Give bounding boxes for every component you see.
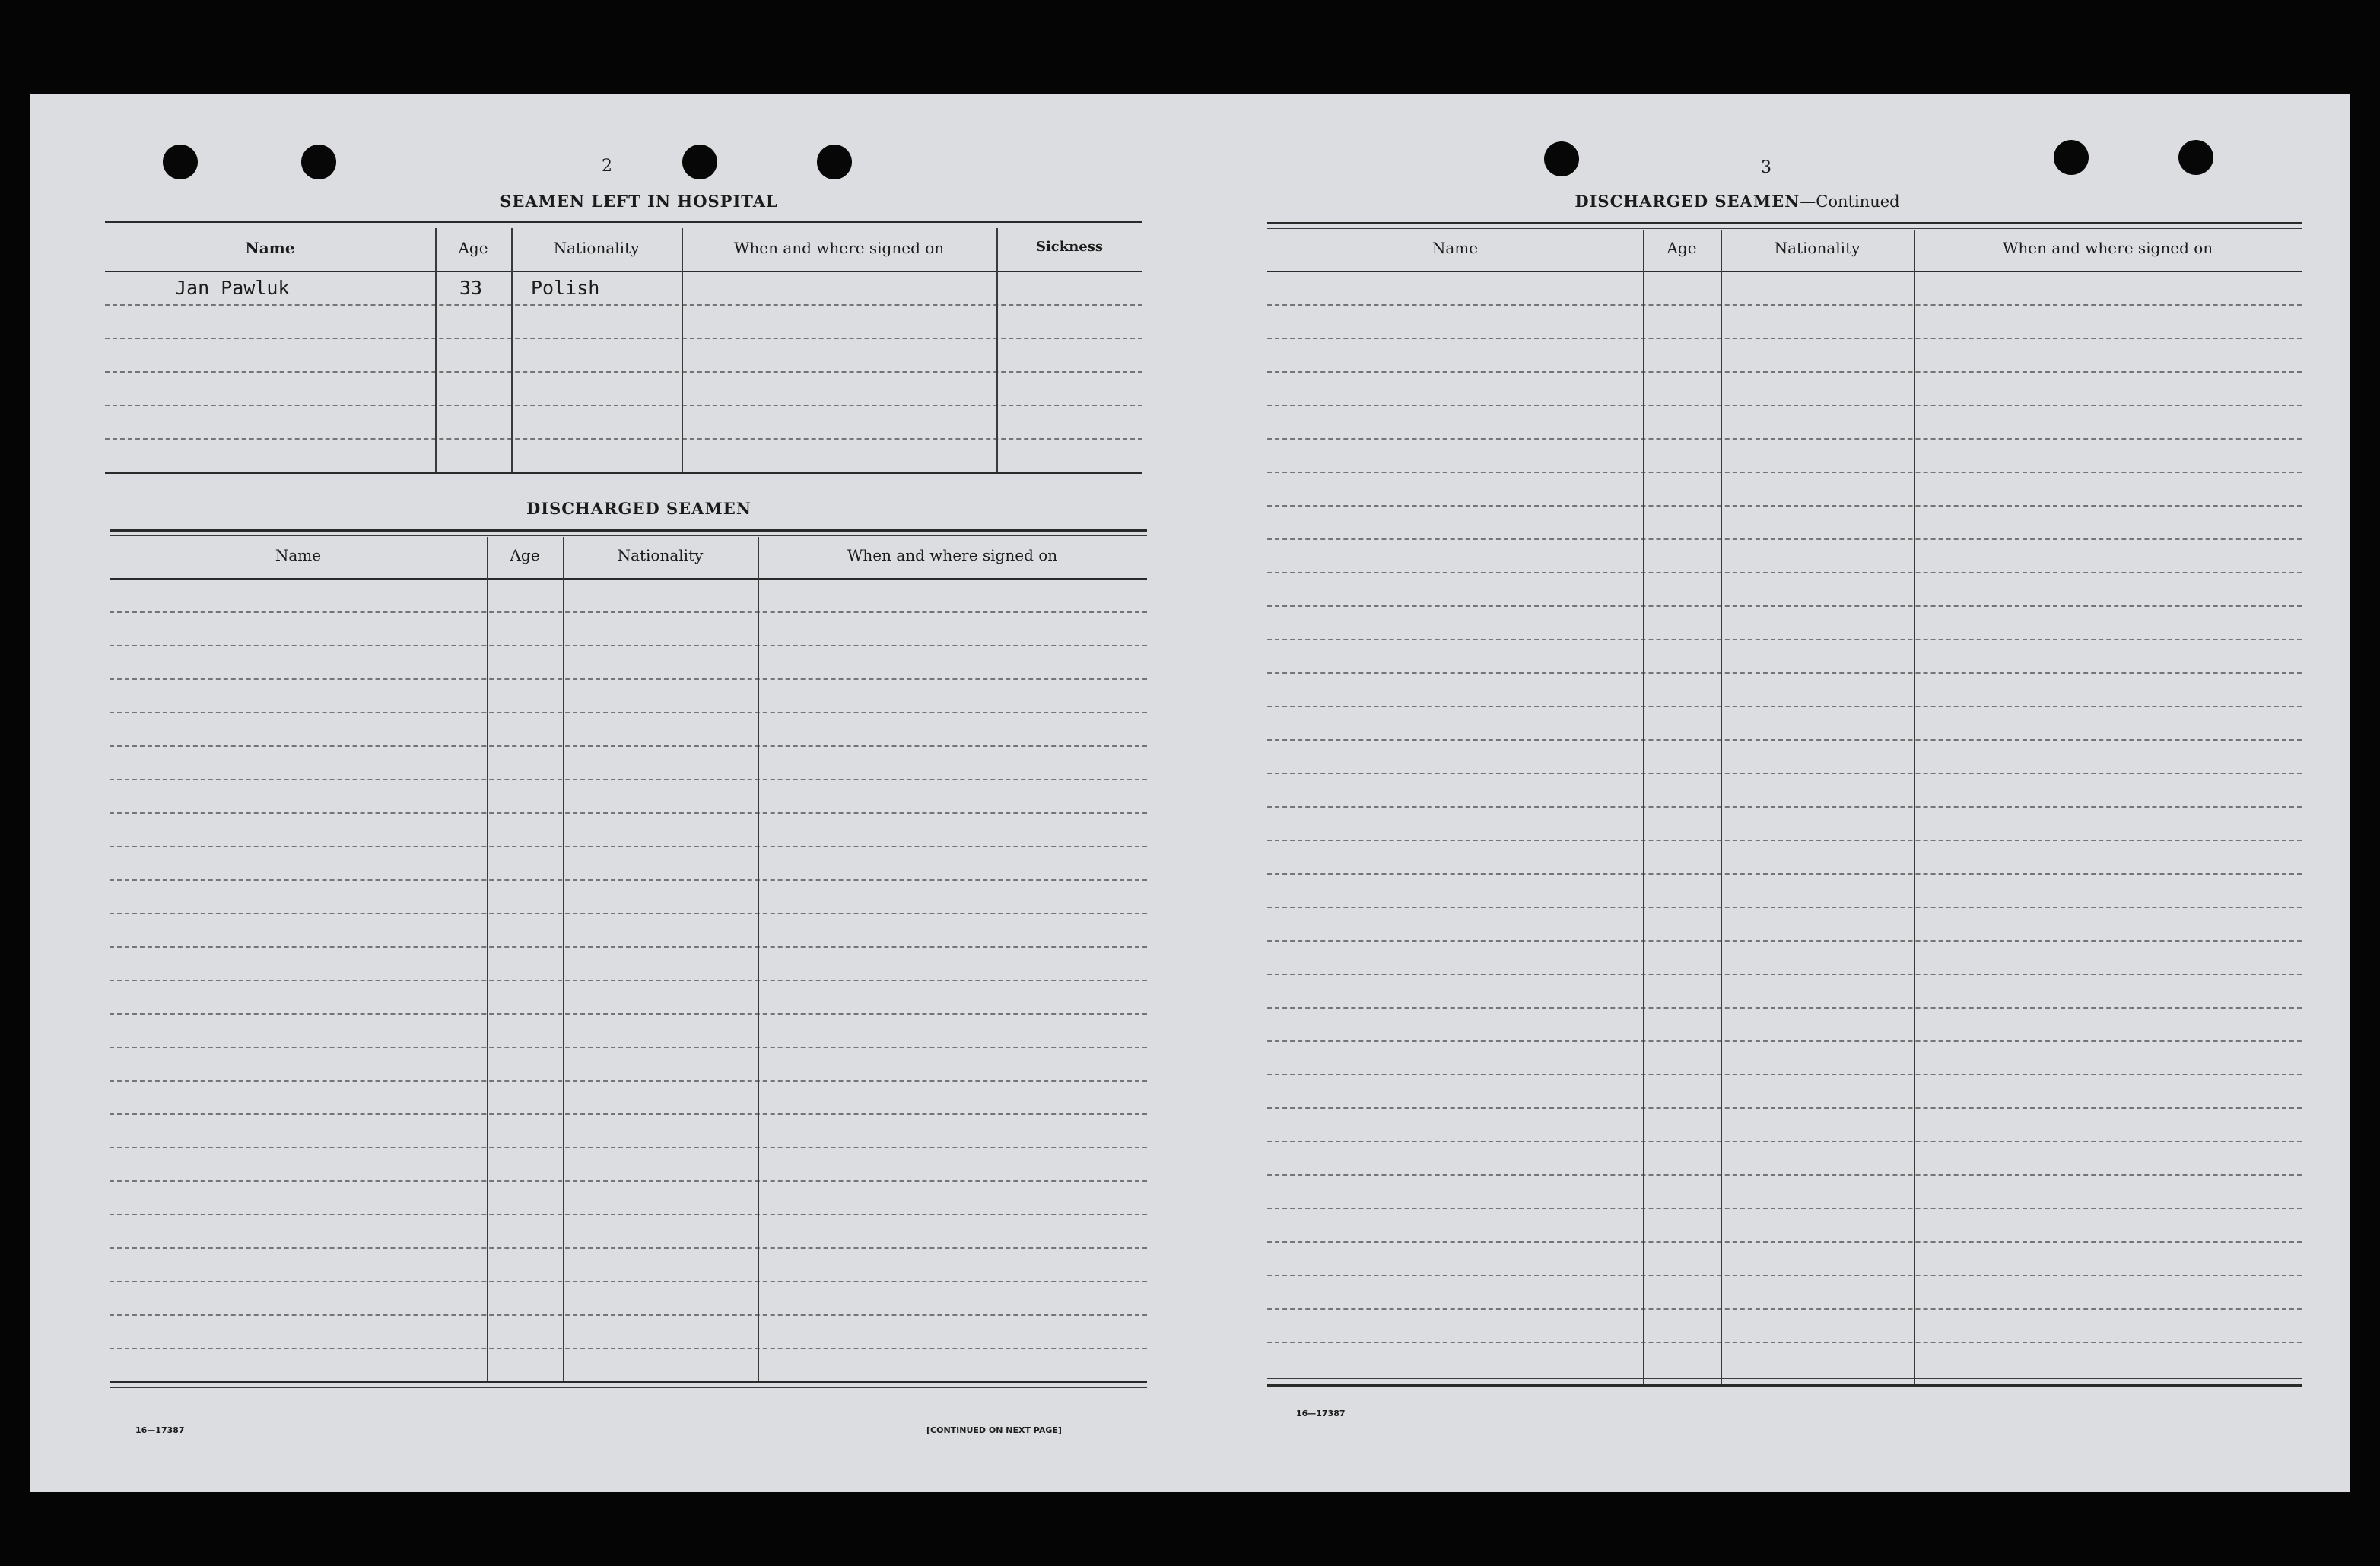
column-header-age: Age [458, 239, 488, 257]
form-number-right: 16—17387 [1296, 1409, 1346, 1418]
hospital-section-title: SEAMEN LEFT IN HOSPITAL [500, 192, 778, 211]
column-header-nationality: Nationality [1774, 239, 1860, 257]
page-number-right: 3 [1761, 158, 1771, 177]
column-header-age: Age [510, 546, 540, 564]
discharged-table-left [110, 529, 1147, 1419]
continued-suffix: —Continued [1800, 192, 1900, 211]
continued-note: [CONTINUED ON NEXT PAGE] [926, 1425, 1062, 1435]
hospital-table [105, 221, 1142, 575]
discharged-section-title: DISCHARGED SEAMEN [526, 499, 751, 518]
column-header-sickness: Sickness [1035, 239, 1104, 255]
column-header-name: Name [1431, 239, 1479, 257]
punch-hole [2054, 140, 2089, 175]
discharged-title-text: DISCHARGED SEAMEN [1574, 192, 1800, 211]
discharged-table-right [1267, 222, 2302, 1409]
seaman-name-cell: Jan Pawluk [175, 277, 290, 299]
seaman-age-cell: 33 [459, 277, 483, 299]
column-header-nationality: Nationality [617, 546, 704, 564]
column-header-name: Name [275, 546, 322, 564]
column-header-signed-on: When and where signed on [2002, 239, 2213, 257]
form-number-left: 16—17387 [135, 1425, 185, 1435]
punch-hole [2178, 140, 2213, 175]
punch-hole [682, 145, 717, 179]
column-header-signed-on: When and where signed on [847, 546, 1058, 564]
seaman-nationality-cell: Polish [531, 277, 600, 299]
document-sheet [30, 94, 2350, 1492]
punch-hole [1544, 141, 1579, 176]
discharged-continued-title [1570, 192, 1905, 211]
punch-hole [163, 145, 198, 179]
column-header-nationality: Nationality [553, 239, 640, 257]
page-number-left: 2 [602, 157, 612, 176]
punch-hole [301, 145, 336, 179]
column-header-signed-on: When and where signed on [733, 239, 945, 257]
column-header-name: Name [245, 239, 295, 257]
punch-hole [817, 145, 852, 179]
column-header-age: Age [1667, 239, 1697, 257]
